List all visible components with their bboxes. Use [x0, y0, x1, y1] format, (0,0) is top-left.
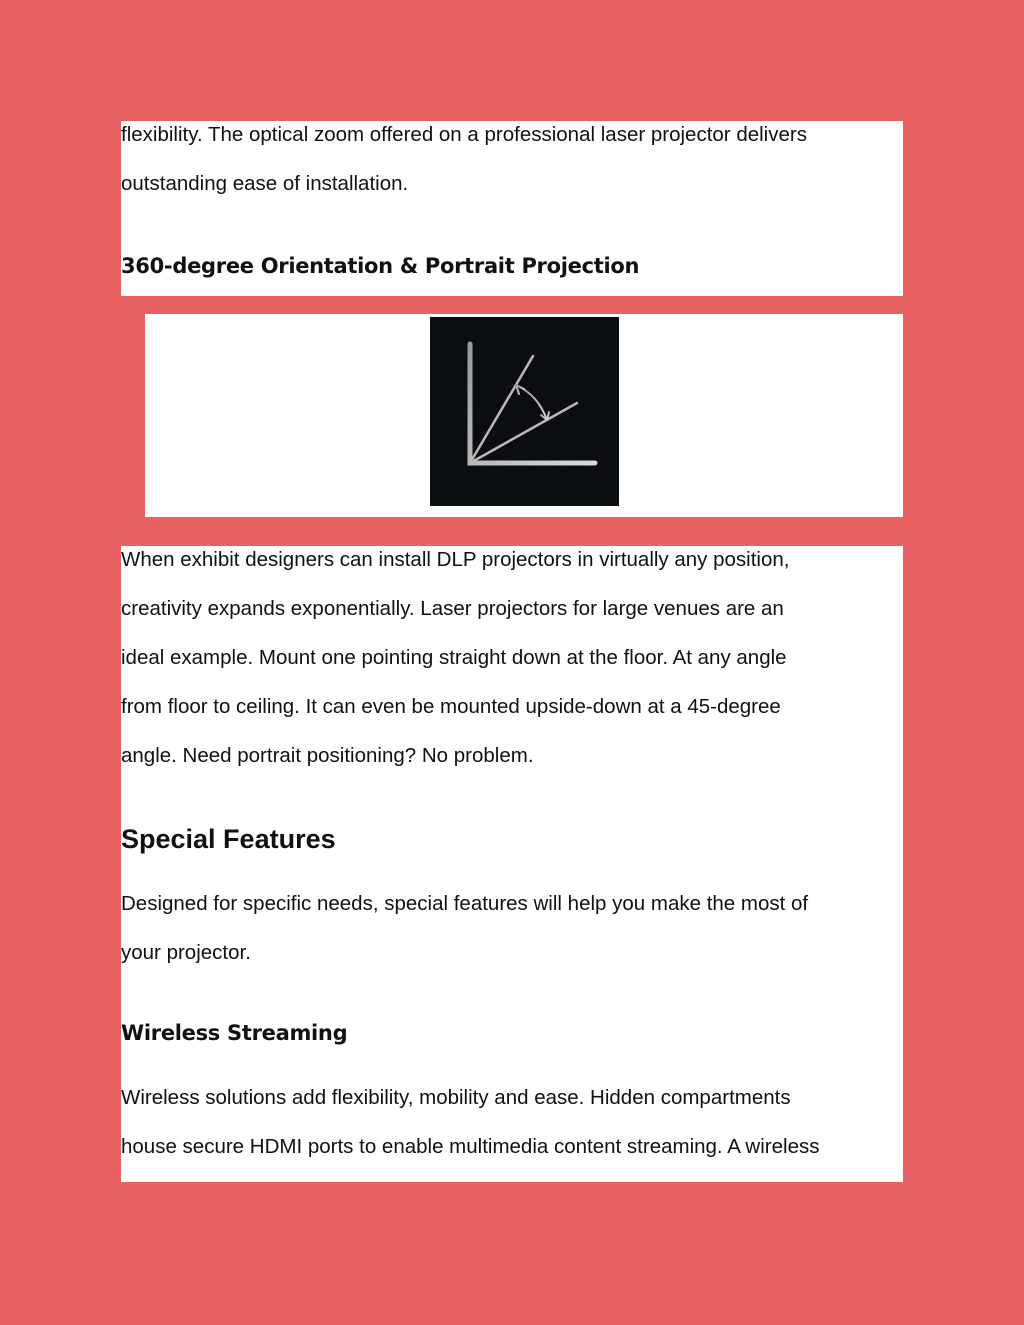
- special-features-title: Special Features: [121, 824, 336, 854]
- paragraph-line: When exhibit designers can install DLP projectors in virtually any position,: [121, 548, 790, 571]
- paragraph-line: angle. Need portrait positioning? No problem.: [121, 744, 534, 767]
- intro-paragraph: [121, 110, 807, 208]
- paragraph-line: creativity expands exponentially. Laser projectors for large venues are an: [121, 597, 784, 620]
- angle-orientation-icon: [430, 317, 619, 506]
- wireless-paragraph: [121, 1073, 819, 1171]
- paragraph-line: your projector.: [121, 941, 251, 964]
- top-text-block: [121, 121, 903, 296]
- main-text-block: [121, 546, 903, 1182]
- paragraph-line: outstanding ease of installation.: [121, 172, 409, 195]
- paragraph-line: Designed for specific needs, special features will help you make the most of: [121, 892, 809, 915]
- paragraph-line: flexibility. The optical zoom offered on a professional laser projector delivers: [121, 123, 807, 146]
- paragraph-line: from floor to ceiling. It can even be mounted upside-down at a 45-degree: [121, 695, 781, 718]
- wireless-streaming-heading: Wireless Streaming: [121, 1021, 348, 1045]
- paragraph-line: Wireless solutions add flexibility, mobility and ease. Hidden compartments: [121, 1086, 791, 1109]
- paragraph-line: ideal example. Mount one pointing straight down at the floor. At any angle: [121, 646, 787, 669]
- orientation-paragraph: [121, 535, 789, 780]
- orientation-heading: 360-degree Orientation & Portrait Projection: [121, 254, 640, 278]
- figure-block: [145, 314, 903, 517]
- special-features-paragraph: [121, 879, 808, 977]
- paragraph-line: house secure HDMI ports to enable multimedia content streaming. A wireless: [121, 1135, 820, 1158]
